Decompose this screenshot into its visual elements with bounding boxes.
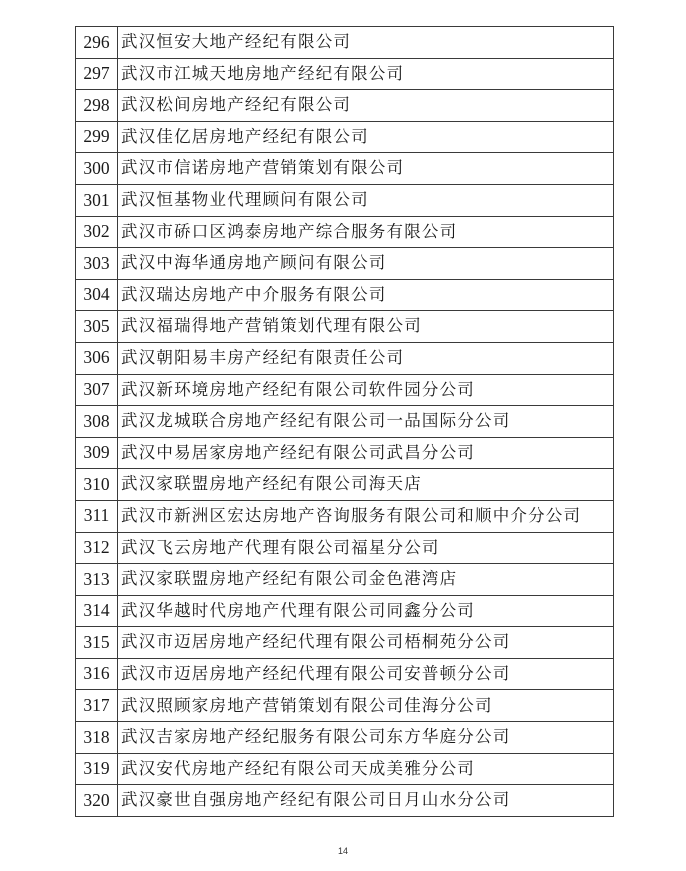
table-row: [76, 532, 614, 564]
row-number-cell: 310: [76, 469, 118, 501]
table-row: [76, 627, 614, 659]
row-number-cell: 311: [76, 500, 118, 532]
row-number-cell: 299: [76, 121, 118, 153]
row-number-cell: 308: [76, 406, 118, 438]
table-row: [76, 500, 614, 532]
company-name-cell: 武汉中海华通房地产顾问有限公司: [118, 248, 614, 280]
row-number-cell: 320: [76, 785, 118, 817]
row-number-cell: 316: [76, 658, 118, 690]
company-name-cell: 武汉朝阳易丰房产经纪有限责任公司: [118, 342, 614, 374]
table-row: [76, 658, 614, 690]
company-name-cell: 武汉新环境房地产经纪有限公司软件园分公司: [118, 374, 614, 406]
table-row: [76, 153, 614, 185]
table-row: [76, 753, 614, 785]
table-row: [76, 690, 614, 722]
table-row: [76, 27, 614, 59]
row-number-cell: 304: [76, 279, 118, 311]
row-number-cell: 314: [76, 595, 118, 627]
table-row: [76, 722, 614, 754]
table-row: [76, 406, 614, 438]
company-name-cell: 武汉吉家房地产经纪服务有限公司东方华庭分公司: [118, 722, 614, 754]
row-number-cell: 306: [76, 342, 118, 374]
table-row: [76, 564, 614, 596]
company-name-cell: 武汉市硚口区鸿泰房地产综合服务有限公司: [118, 216, 614, 248]
table-row: [76, 184, 614, 216]
company-name-cell: 武汉福瑞得地产营销策划代理有限公司: [118, 311, 614, 343]
company-name-cell: 武汉松间房地产经纪有限公司: [118, 90, 614, 122]
company-name-cell: 武汉佳亿居房地产经纪有限公司: [118, 121, 614, 153]
row-number-cell: 307: [76, 374, 118, 406]
company-name-cell: 武汉市迈居房地产经纪代理有限公司梧桐苑分公司: [118, 627, 614, 659]
row-number-cell: 317: [76, 690, 118, 722]
table-row: [76, 469, 614, 501]
table-row: [76, 216, 614, 248]
row-number-cell: 298: [76, 90, 118, 122]
company-name-cell: 武汉照顾家房地产营销策划有限公司佳海分公司: [118, 690, 614, 722]
row-number-cell: 319: [76, 753, 118, 785]
company-name-cell: 武汉家联盟房地产经纪有限公司海天店: [118, 469, 614, 501]
company-name-cell: 武汉华越时代房地产代理有限公司同鑫分公司: [118, 595, 614, 627]
row-number-cell: 309: [76, 437, 118, 469]
row-number-cell: 318: [76, 722, 118, 754]
row-number-cell: 313: [76, 564, 118, 596]
table-row: [76, 121, 614, 153]
table-row: [76, 311, 614, 343]
company-name-cell: 武汉恒基物业代理顾问有限公司: [118, 184, 614, 216]
row-number-cell: 297: [76, 58, 118, 90]
company-name-cell: 武汉恒安大地产经纪有限公司: [118, 27, 614, 59]
row-number-cell: 303: [76, 248, 118, 280]
company-name-cell: 武汉家联盟房地产经纪有限公司金色港湾店: [118, 564, 614, 596]
table-row: [76, 374, 614, 406]
table-row: [76, 90, 614, 122]
company-name-cell: 武汉龙城联合房地产经纪有限公司一品国际分公司: [118, 406, 614, 438]
company-name-cell: 武汉市江城天地房地产经纪有限公司: [118, 58, 614, 90]
row-number-cell: 296: [76, 27, 118, 59]
row-number-cell: 301: [76, 184, 118, 216]
row-number-cell: 315: [76, 627, 118, 659]
row-number-cell: 312: [76, 532, 118, 564]
table-row: [76, 342, 614, 374]
row-number-cell: 305: [76, 311, 118, 343]
table-row: [76, 58, 614, 90]
table-row: [76, 595, 614, 627]
company-name-cell: 武汉安代房地产经纪有限公司天成美雅分公司: [118, 753, 614, 785]
table-row: [76, 279, 614, 311]
company-name-cell: 武汉瑞达房地产中介服务有限公司: [118, 279, 614, 311]
table-row: [76, 437, 614, 469]
page-number: 14: [337, 846, 348, 856]
company-name-cell: 武汉豪世自强房地产经纪有限公司日月山水分公司: [118, 785, 614, 817]
company-name-cell: 武汉飞云房地产代理有限公司福星分公司: [118, 532, 614, 564]
table-row: [76, 248, 614, 280]
company-list-body: [76, 27, 614, 817]
row-number-cell: 302: [76, 216, 118, 248]
company-name-cell: 武汉市新洲区宏达房地产咨询服务有限公司和顺中介分公司: [118, 500, 614, 532]
company-name-cell: 武汉市迈居房地产经纪代理有限公司安普顿分公司: [118, 658, 614, 690]
company-name-cell: 武汉市信诺房地产营销策划有限公司: [118, 153, 614, 185]
company-name-cell: 武汉中易居家房地产经纪有限公司武昌分公司: [118, 437, 614, 469]
company-list-table: [75, 26, 614, 817]
table-row: [76, 785, 614, 817]
row-number-cell: 300: [76, 153, 118, 185]
